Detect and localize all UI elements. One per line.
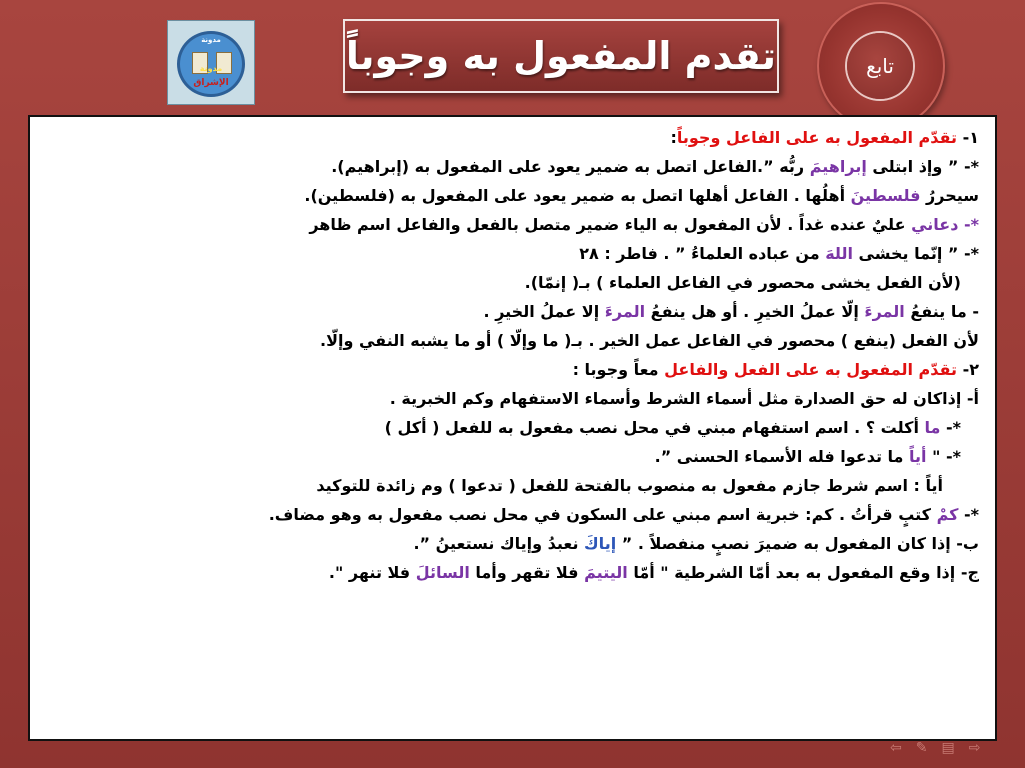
- text-line: [46, 442, 979, 471]
- text-segment: إلا عملُ الخيرِ .: [483, 302, 605, 321]
- text-line: [46, 500, 979, 529]
- continue-button[interactable]: [847, 33, 913, 99]
- text-segment: ربُّه ”.الفاعل اتصل به ضمير يعود على المفعول به (إبراهيم).: [331, 157, 810, 176]
- text-segment: ١-: [957, 128, 979, 147]
- text-line: [46, 413, 979, 442]
- text-segment: عليٌ عنده غداً . لأن المفعول به الياء ضمير متصل بالفعل والفاعل اسم ظاهر: [309, 215, 912, 234]
- title-box: [343, 19, 779, 93]
- text-segment: فلا تقهر وأما: [469, 563, 585, 582]
- text-segment: المرءَ: [604, 302, 646, 321]
- continue-label: تابع: [866, 54, 894, 78]
- text-segment: *-: [940, 418, 961, 437]
- text-line: [46, 471, 979, 500]
- text-segment: *- ": [926, 447, 961, 466]
- text-segment: سيحررُ: [920, 186, 979, 205]
- text-segment: المرءَ: [864, 302, 905, 321]
- text-segment: فلا تنهر ".: [328, 563, 416, 582]
- text-segment: كمْ: [936, 505, 959, 524]
- text-segment: إياكَ: [584, 534, 617, 553]
- logo-text-mid: مدونة: [199, 64, 223, 73]
- text-segment: كتبٍ قرأتُ . كم: خبرية اسم مبني على السكون في محل نصب مفعول به وهو مضاف.: [268, 505, 937, 524]
- blog-logo-icon: [167, 20, 255, 105]
- text-segment: من عباده العلماءُ ” . فاطر : ٢٨: [579, 244, 826, 263]
- text-line: [46, 210, 979, 239]
- text-segment: إلّا عملُ الخيرِ . أو هل ينفعُ: [645, 302, 865, 321]
- text-segment: ما تدعوا فله الأسماء الحسنى ”.: [654, 447, 910, 466]
- text-segment: أهلُها . الفاعل أهلها اتصل به ضمير يعود على المفعول به (فلسطين).: [304, 186, 851, 205]
- text-segment: أ- إذاكان له حق الصدارة مثل أسماء الشرط وأسماء الاستفهام وكم الخبرية .: [389, 389, 979, 408]
- text-line: [46, 384, 979, 413]
- text-segment: :: [670, 128, 677, 147]
- text-line: [46, 529, 979, 558]
- text-line: [46, 355, 979, 384]
- text-line: [46, 268, 979, 297]
- text-line: [46, 558, 979, 587]
- text-segment: ما: [924, 418, 941, 437]
- text-segment: ٢-: [957, 360, 979, 379]
- text-segment: ج- إذا وقع المفعول به بعد أمّا الشرطية " أمّا: [627, 563, 979, 582]
- text-segment: - ما ينفعُ: [904, 302, 979, 321]
- logo-emblem: [177, 31, 245, 97]
- text-segment: نعبدُ وإياك نستعينُ ”.: [413, 534, 585, 553]
- text-segment: أياً : اسم شرط جازم مفعول به منصوب بالفتحة للفعل ( تدعوا ) وم زائدة للتوكيد: [316, 476, 943, 495]
- text-line: [46, 181, 979, 210]
- text-segment: أكلت ؟ . اسم استفهام مبني في محل نصب مفعول به للفعل ( أكل ): [384, 418, 925, 437]
- text-segment: (لأن الفعل يخشى محصور في الفاعل العلماء ) بـ( إنمّا).: [524, 273, 961, 292]
- text-segment: فلسطينَ: [850, 186, 921, 205]
- text-segment: ب- إذا كان المفعول به ضميرَ نصبٍ منفصلاً . ”: [616, 534, 979, 553]
- text-segment: تقدّم المفعول به على الفاعل وجوباً: [676, 128, 958, 147]
- text-segment: لأن الفعل (ينفع ) محصور في الفاعل عمل الخير . بـ( ما وإلّا ) أو ما يشبه النفي وإلّا.: [320, 331, 979, 350]
- slide-navigation: [890, 738, 1020, 758]
- text-segment: *- ” وإذ ابتلى: [866, 157, 979, 176]
- content-panel: [28, 115, 997, 741]
- text-segment: *- ” إنّما يخشى: [852, 244, 979, 263]
- pen-icon[interactable]: ✎: [915, 740, 928, 756]
- text-line: [46, 326, 979, 355]
- logo-text-bottom: الإشراق: [193, 78, 229, 88]
- text-segment: *-: [958, 505, 979, 524]
- text-line: [46, 123, 979, 152]
- text-line: [46, 152, 979, 181]
- text-line: [46, 297, 979, 326]
- page-title: تقدم المفعول به وجوباً: [345, 34, 777, 78]
- text-segment: معاً وجوبا :: [572, 360, 665, 379]
- text-segment: تقدّم المفعول به على الفعل والفاعل: [664, 360, 958, 379]
- back-arrow-icon[interactable]: ⇦: [890, 740, 902, 756]
- text-line: [46, 239, 979, 268]
- text-segment: اليتيمَ: [584, 563, 628, 582]
- text-segment: أياً: [909, 447, 927, 466]
- text-segment: السائلَ: [415, 563, 470, 582]
- text-segment: اللهَ: [825, 244, 853, 263]
- menu-icon[interactable]: ▤: [941, 740, 955, 756]
- forward-arrow-icon[interactable]: ⇨: [968, 740, 981, 756]
- text-segment: *- دعاني: [911, 215, 979, 234]
- text-segment: إبراهيمَ: [809, 157, 867, 176]
- logo-text-top: مدونة: [201, 36, 221, 44]
